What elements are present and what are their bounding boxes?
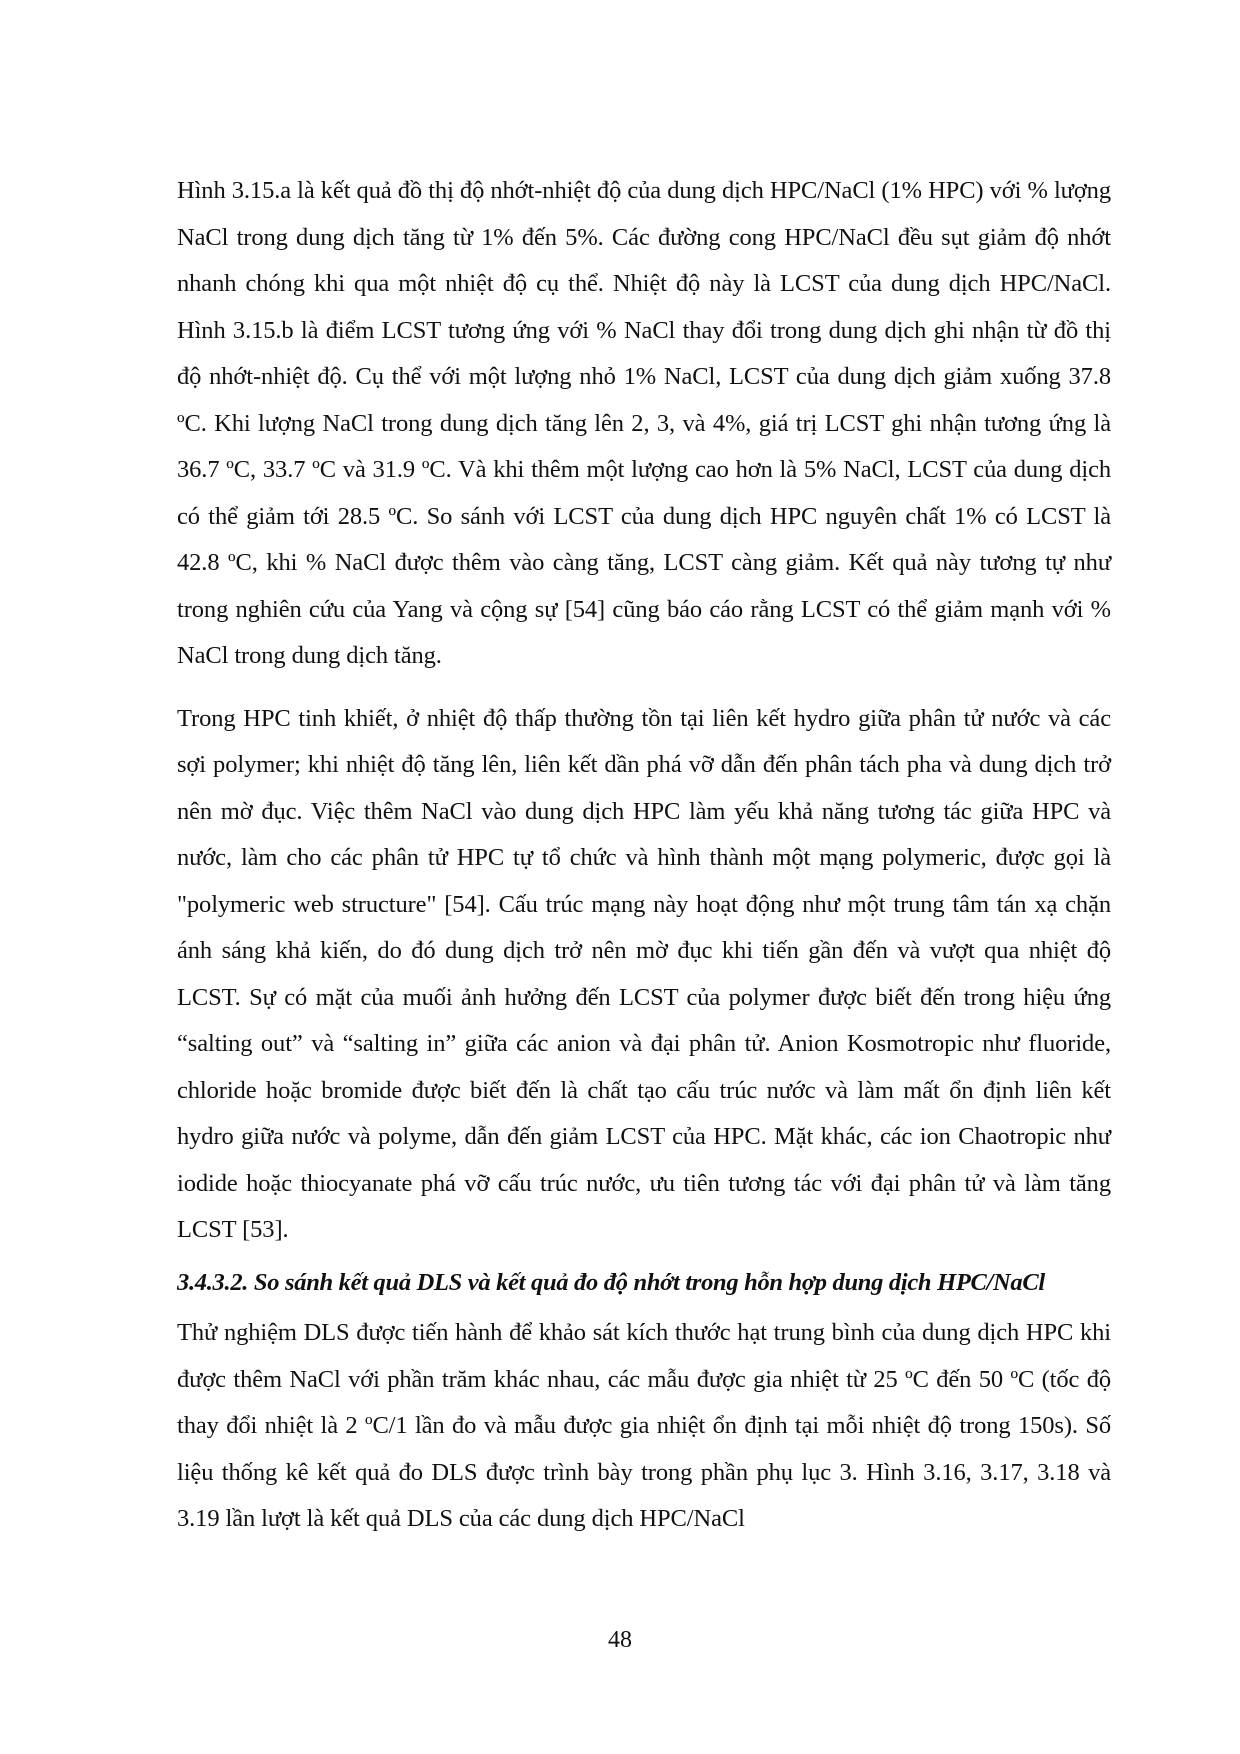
document-page [177, 168, 1111, 1543]
page-number: 48 [608, 1627, 632, 1653]
paragraph-salting-effect: Trong HPC tinh khiết, ở nhiệt độ thấp thường tồn tại liên kết hydro giữa phân tử nước và các sợi polymer; khi nhiệt độ tăng lên, liên kết dần phá vỡ dẫn đến phân tách pha và dung dịch trở nên mờ đục. Việc thêm NaCl vào dung dịch HPC làm yếu khả năng tương tác giữa HPC và nước, làm cho các phân tử HPC tự tổ chức và hình thành một mạng polymeric, được gọi là "polymeric web structure" [54]. Cấu trúc mạng này hoạt động như một trung tâm tán xạ chặn ánh sáng khả kiến, do đó dung dịch trở nên mờ đục khi tiến gần đến và vượt qua nhiệt độ LCST. Sự có mặt của muối ảnh hưởng đến LCST của polymer được biết đến trong hiệu ứng “salting out” và “salting in” giữa các anion và đại phân tử. Anion Kosmotropic như fluoride, chloride hoặc bromide được biết đến là chất tạo cấu trúc nước và làm mất ổn định liên kết hydro giữa nước và polyme, dẫn đến giảm LCST của HPC. Mặt khác, các ion Chaotropic như iodide hoặc thiocyanate phá vỡ cấu trúc nước, ưu tiên tương tác với đại phân tử và làm tăng LCST [53]. [177, 704, 1111, 1243]
paragraph-lcst-results: Hình 3.15.a là kết quả đồ thị độ nhớt-nhiệt độ của dung dịch HPC/NaCl (1% HPC) với % lượng NaCl trong dung dịch tăng từ 1% đến 5%. Các đường cong HPC/NaCl đều sụt giảm độ nhớt nhanh chóng khi qua một nhiệt độ cụ thể. Nhiệt độ này là LCST của dung dịch HPC/NaCl. Hình 3.15.b là điểm LCST tương ứng với % NaCl thay đổi trong dung dịch ghi nhận từ đồ thị độ nhớt-nhiệt độ. Cụ thể với một lượng nhỏ 1% NaCl, LCST của dung dịch giảm xuống 37.8 ºC. Khi lượng NaCl trong dung dịch tăng lên 2, 3, và 4%, giá trị LCST ghi nhận tương ứng là 36.7 ºC, 33.7 ºC và 31.9 ºC. Và khi thêm một lượng cao hơn là 5% NaCl, LCST của dung dịch có thể giảm tới 28.5 ºC. So sánh với LCST của dung dịch HPC nguyên chất 1% có LCST là 42.8 ºC, khi % NaCl được thêm vào càng tăng, LCST càng giảm. Kết quả này tương tự như trong nghiên cứu của Yang và cộng sự [54] cũng báo cáo rằng LCST có thể giảm mạnh với % NaCl trong dung dịch tăng. [177, 177, 1111, 669]
paragraph-dls-experiment: Thử nghiệm DLS được tiến hành để khảo sát kích thước hạt trung bình của dung dịch HPC khi được thêm NaCl với phần trăm khác nhau, các mẫu được gia nhiệt từ 25 ºC đến 50 ºC (tốc độ thay đổi nhiệt là 2 ºC/1 lần đo và mẫu được gia nhiệt ổn định tại mỗi nhiệt độ trong 150s). Số liệu thống kê kết quả đo DLS được trình bày trong phần phụ lục 3. Hình 3.16, 3.17, 3.18 và 3.19 lần lượt là kết quả DLS của các dung dịch HPC/NaCl [177, 1319, 1111, 1532]
section-heading: 3.4.3.2. So sánh kết quả DLS và kết quả đo độ nhớt trong hỗn hợp dung dịch HPC/NaCl [177, 1268, 1045, 1296]
